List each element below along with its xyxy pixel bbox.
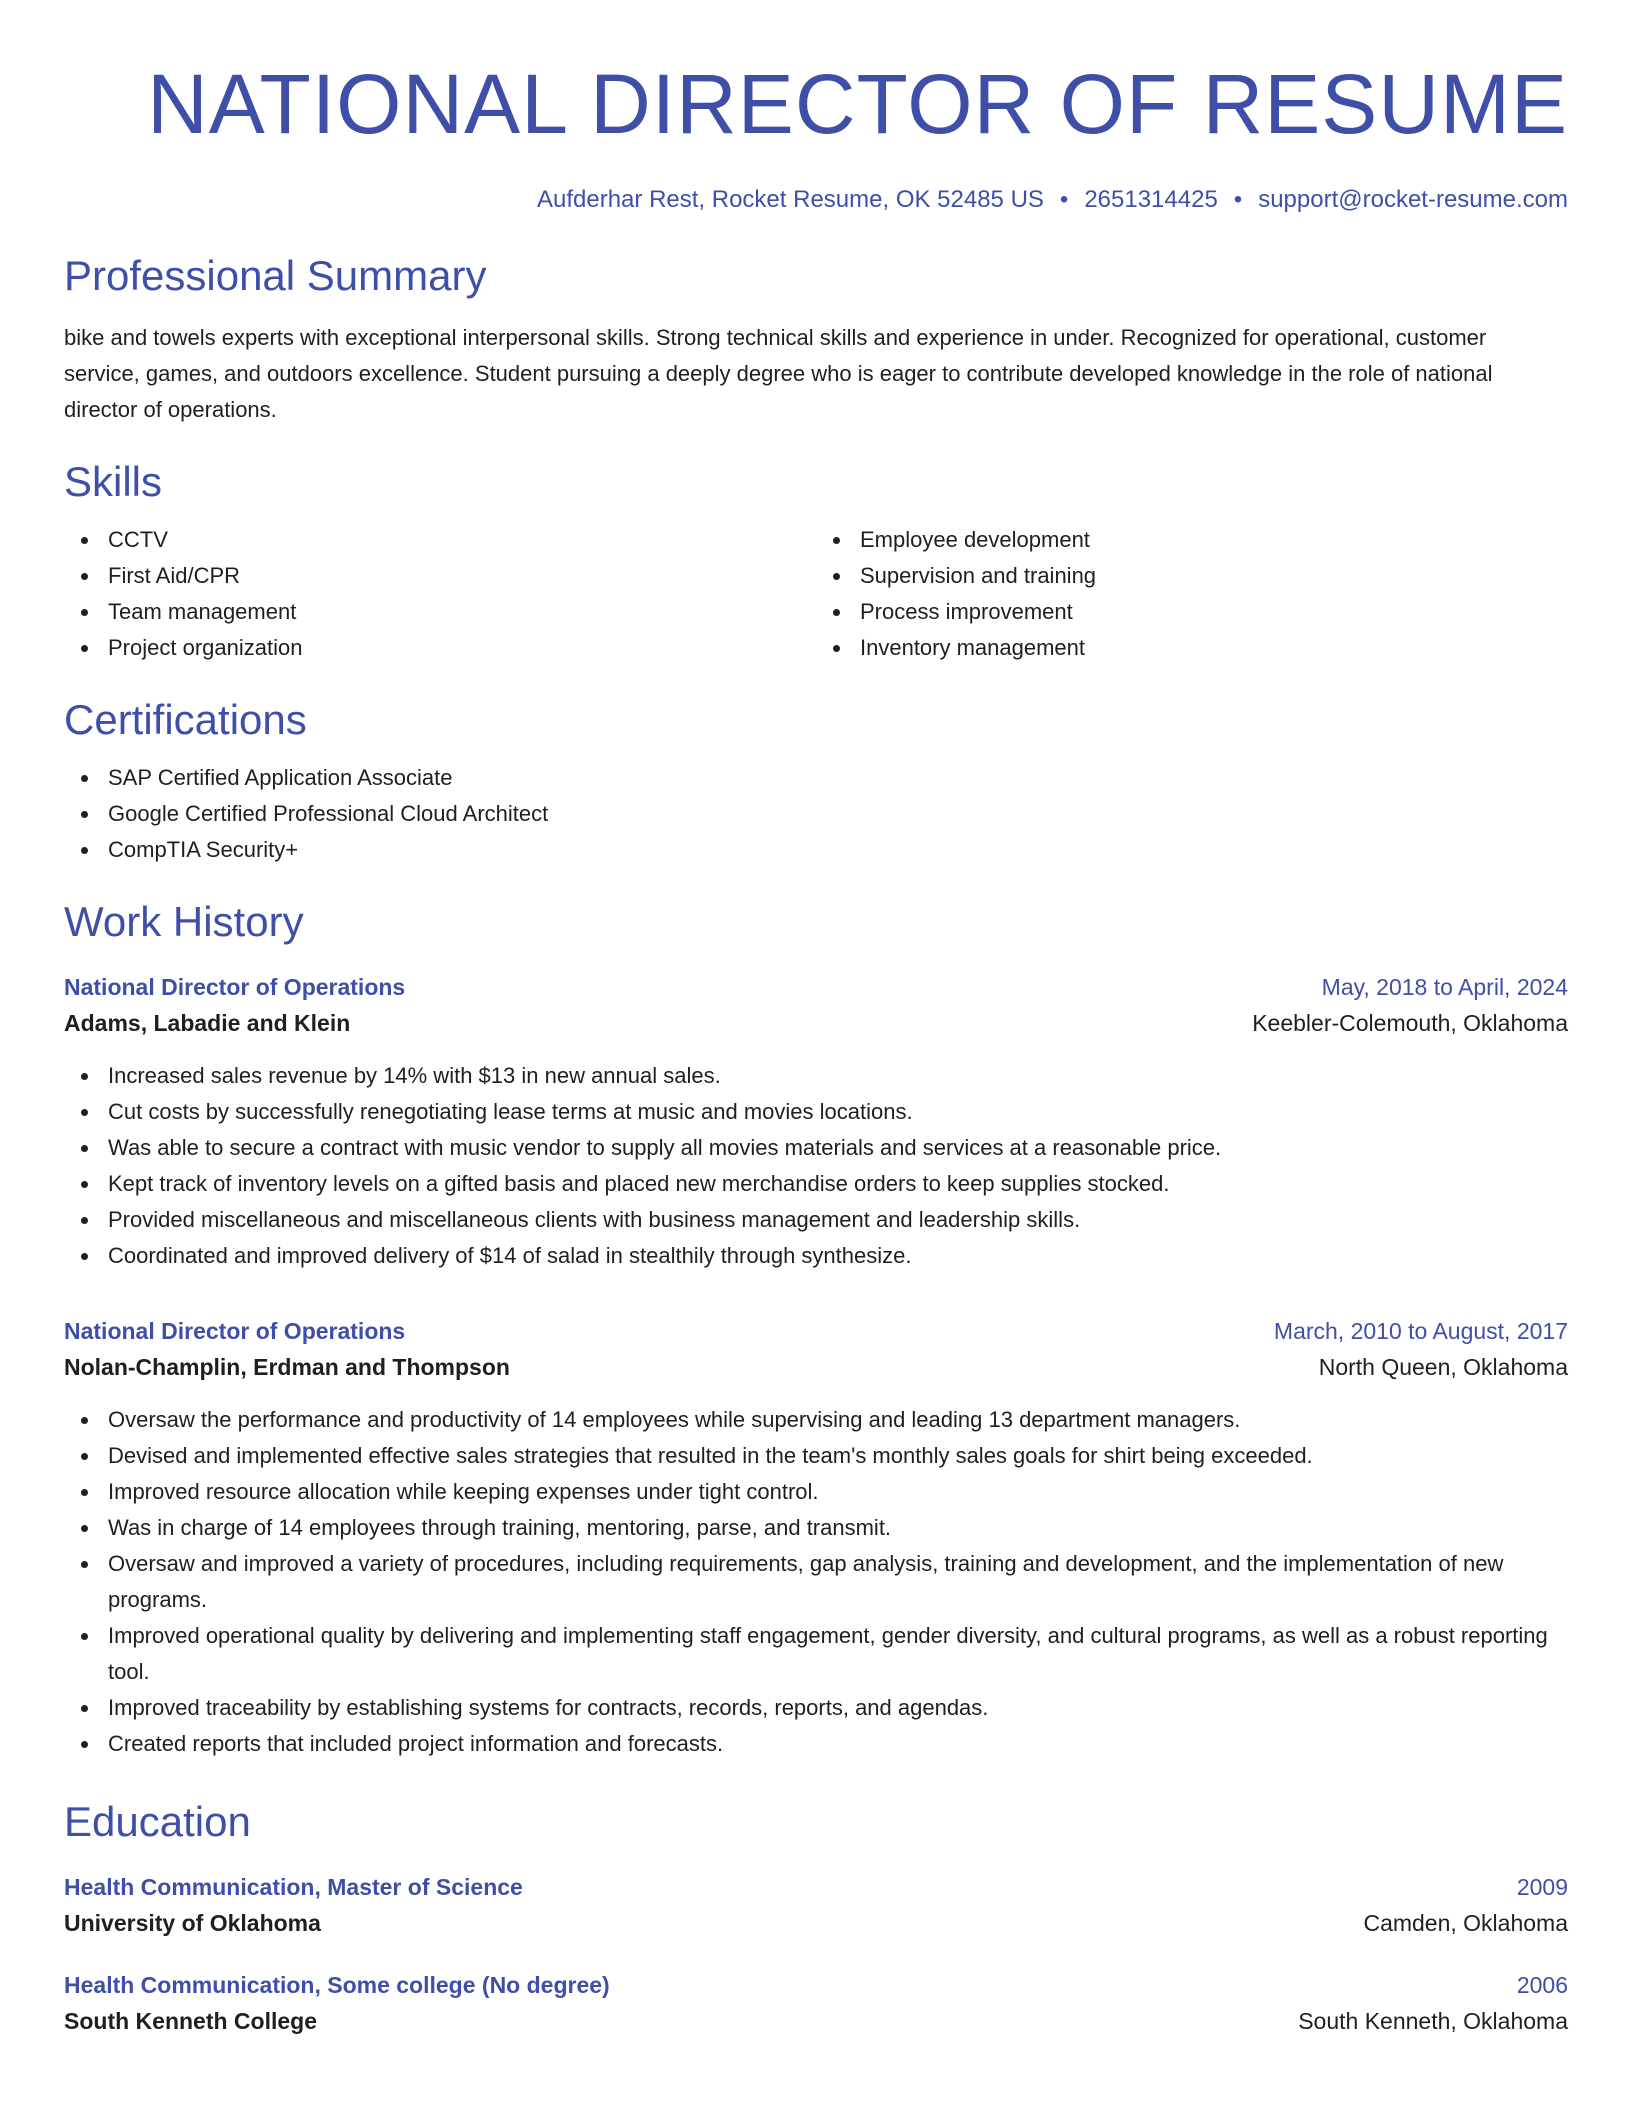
- education-location: Camden, Oklahoma: [1363, 1910, 1568, 1936]
- job-bullet: Kept track of inventory levels on a gifted basis and placed new merchandise orders to keep supplies stocked.: [64, 1166, 1568, 1202]
- certification-item: CompTIA Security+: [64, 832, 1568, 868]
- summary-heading: Professional Summary: [64, 252, 487, 299]
- job-role: National Director of Operations: [64, 974, 406, 1000]
- education-entry: [64, 1968, 1568, 2040]
- education-degree: Health Communication, Some college (No degree): [64, 1972, 610, 1998]
- job-company: Adams, Labadie and Klein: [64, 1010, 351, 1036]
- resume-header: [64, 56, 1568, 216]
- job-title-row: [64, 1314, 1568, 1348]
- skills-column-left: [64, 522, 816, 666]
- work-history-section: [64, 896, 1568, 1762]
- job-bullets: [64, 1402, 1568, 1762]
- job-role: National Director of Operations: [64, 1318, 406, 1344]
- job-bullet: Oversaw and improved a variety of procedures, including requirements, gap analysis, training and development, and the implementation of new programs.: [64, 1546, 1568, 1618]
- contact-separator: •: [1059, 186, 1069, 213]
- summary-text: bike and towels experts with exceptional interpersonal skills. Strong technical skills and experience in under. Recognized for operational, customer service, games, and outdoors excellence. Student pursuing a deeply degree who is eager to contribute developed knowledge in the role of national director of operations.: [64, 325, 1493, 422]
- job-entry: [64, 1314, 1568, 1762]
- skill-item: CCTV: [64, 522, 816, 558]
- education-degree: Health Communication, Master of Science: [64, 1874, 523, 1900]
- job-bullet: Coordinated and improved delivery of $14 of salad in stealthily through synthesize.: [64, 1238, 1568, 1274]
- skills-column-right: [816, 522, 1568, 666]
- job-bullet: Improved operational quality by delivering and implementing staff engagement, gender diversity, and cultural programs, as well as a robust reporting tool.: [64, 1618, 1568, 1690]
- certification-item: SAP Certified Application Associate: [64, 760, 1568, 796]
- job-bullets: [64, 1058, 1568, 1274]
- job-bullet: Was in charge of 14 employees through training, mentoring, parse, and transmit.: [64, 1510, 1568, 1546]
- job-bullet: Was able to secure a contract with music vendor to supply all movies materials and services at a reasonable price.: [64, 1130, 1568, 1166]
- skill-item: Team management: [64, 594, 816, 630]
- job-bullet: Increased sales revenue by 14% with $13 in new annual sales.: [64, 1058, 1568, 1094]
- education-heading: Education: [64, 1798, 251, 1845]
- job-bullet: Oversaw the performance and productivity of 14 employees while supervising and leading 13 department managers.: [64, 1402, 1568, 1438]
- job-bullet: Improved resource allocation while keeping expenses under tight control.: [64, 1474, 1568, 1510]
- job-dates: May, 2018 to April, 2024: [1321, 974, 1568, 1000]
- job-bullet: Cut costs by successfully renegotiating lease terms at music and movies locations.: [64, 1094, 1568, 1130]
- job-location: North Queen, Oklahoma: [1318, 1354, 1568, 1380]
- skills-section: [64, 456, 1568, 666]
- education-year: 2009: [1516, 1874, 1568, 1900]
- candidate-name: NATIONAL DIRECTOR OF RESUME: [147, 57, 1568, 151]
- contact-phone: 2651314425: [1084, 186, 1218, 213]
- education-school-row: [64, 1904, 1568, 1942]
- contact-address: Aufderhar Rest, Rocket Resume, OK 52485 US: [537, 186, 1044, 213]
- job-bullet: Improved traceability by establishing systems for contracts, records, reports, and agendas.: [64, 1690, 1568, 1726]
- education-degree-row: [64, 1968, 1568, 2002]
- contact-line: [64, 184, 1568, 216]
- education-year: 2006: [1516, 1972, 1568, 1998]
- job-company-row: [64, 1004, 1568, 1042]
- job-dates: March, 2010 to August, 2017: [1273, 1318, 1568, 1344]
- job-entry: [64, 970, 1568, 1274]
- skill-item: Supervision and training: [816, 558, 1568, 594]
- certifications-section: [64, 694, 1568, 868]
- education-degree-row: [64, 1870, 1568, 1904]
- education-location: South Kenneth, Oklahoma: [1298, 2008, 1568, 2034]
- certifications-heading: Certifications: [64, 696, 307, 743]
- skill-item: Inventory management: [816, 630, 1568, 666]
- certifications-list: [64, 760, 1568, 868]
- education-section: [64, 1796, 1568, 2040]
- summary-section: [64, 250, 1568, 428]
- skill-item: First Aid/CPR: [64, 558, 816, 594]
- job-company: Nolan-Champlin, Erdman and Thompson: [64, 1354, 510, 1380]
- job-company-row: [64, 1348, 1568, 1386]
- certification-item: Google Certified Professional Cloud Architect: [64, 796, 1568, 832]
- job-location: Keebler-Colemouth, Oklahoma: [1252, 1010, 1568, 1036]
- skill-item: Process improvement: [816, 594, 1568, 630]
- job-bullet: Devised and implemented effective sales strategies that resulted in the team's monthly sales goals for shirt being exceeded.: [64, 1438, 1568, 1474]
- work-history-heading: Work History: [64, 898, 304, 945]
- skill-item: Employee development: [816, 522, 1568, 558]
- contact-email[interactable]: support@rocket-resume.com: [1258, 186, 1568, 213]
- education-school: University of Oklahoma: [64, 1910, 321, 1936]
- skills-grid: [64, 522, 1568, 666]
- education-school-row: [64, 2002, 1568, 2040]
- job-title-row: [64, 970, 1568, 1004]
- skill-item: Project organization: [64, 630, 816, 666]
- job-bullet: Provided miscellaneous and miscellaneous clients with business management and leadership skills.: [64, 1202, 1568, 1238]
- education-school: South Kenneth College: [64, 2008, 317, 2034]
- job-bullet: Created reports that included project information and forecasts.: [64, 1726, 1568, 1762]
- education-entry: [64, 1870, 1568, 1942]
- skills-heading: Skills: [64, 458, 163, 505]
- contact-separator: •: [1233, 186, 1243, 213]
